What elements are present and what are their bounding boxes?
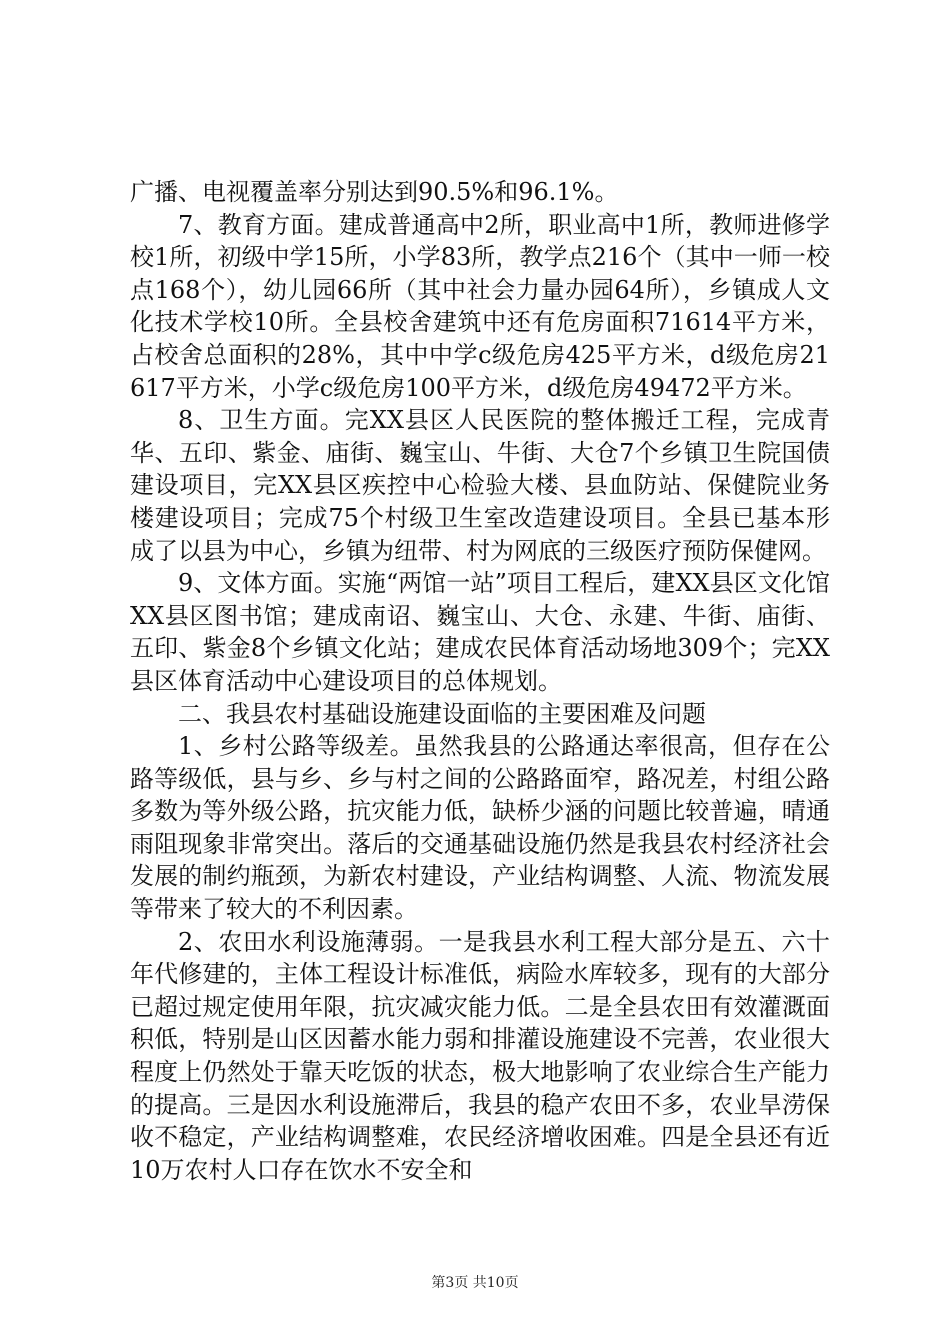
paragraph-water-conservancy: 2、农田水利设施薄弱。一是我县水利工程大部分是五、六十年代修建的，主体工程设计标准低，病险水库较多，现有的大部分已超过规定使用年限，抗灾减灾能力低。二是全县农田有效灌溉面积低，特别是山区因蓄水能力弱和排灌设施建设不完善，农业很大程度上仍然处于靠天吃饭的状态，极大地影响了农业综合生产能力的提高。三是因水利设施滞后，我县的稳产农田不多，农业旱涝保收不稳定，产业结构调整难，农民经济增收困难。四是全县还有近10万农村人口存在饮水不安全和 bbox=[130, 927, 830, 1184]
paragraph-broadcast-coverage: 广播、电视覆盖率分别达到90.5%和96.1%。 bbox=[130, 178, 619, 206]
section-heading-difficulties: 二、我县农村基础设施建设面临的主要困难及问题 bbox=[178, 699, 706, 728]
paragraph-education: 7、教育方面。建成普通高中2所，职业高中1所，教师进修学校1所，初级中学15所，小学83所，教学点216个（其中一师一校点168个），幼儿园66所（其中社会力量办园64所），乡镇成人文化技术学校10所。全县校舍建筑中还有危房面积71614平方米，占校舍总面积的28%，其中中学c级危房425平方米，d级危房21617平方米，小学c级危房100平方米，d级危房49472平方米。 bbox=[130, 210, 830, 402]
paragraph-rural-roads: 1、乡村公路等级差。虽然我县的公路通达率很高，但存在公路等级低，县与乡、乡与村之间的公路路面窄，路况差，村组公路多数为等外级公路，抗灾能力低，缺桥少涵的问题比较普遍，晴通雨阻现象非常突出。落后的交通基础设施仍然是我县农村经济社会发展的制约瓶颈，为新农村建设，产业结构调整、人流、物流发展等带来了较大的不利因素。 bbox=[130, 732, 830, 924]
paragraph-culture-sports: 9、文体方面。实施“两馆一站”项目工程后，建XX县区文化馆XX县区图书馆；建成南诏、巍宝山、大仓、永建、牛街、庙街、五印、紫金8个乡镇文化站；建成农民体育活动场地309个；完XX县区体育活动中心建设项目的总体规划。 bbox=[130, 569, 830, 695]
document-body bbox=[130, 176, 830, 1186]
page-footer: 第3页 共10页 bbox=[431, 1275, 519, 1291]
paragraph-health: 8、卫生方面。完XX县区人民医院的整体搬迁工程，完成青华、五印、紫金、庙街、巍宝山、牛街、大仓7个乡镇卫生院国债建设项目，完XX县区疾控中心检验大楼、县血防站、保健院业务楼建设项目；完成75个村级卫生室改造建设项目。全县已基本形成了以县为中心，乡镇为纽带、村为网底的三级医疗预防保健网。 bbox=[130, 406, 830, 565]
